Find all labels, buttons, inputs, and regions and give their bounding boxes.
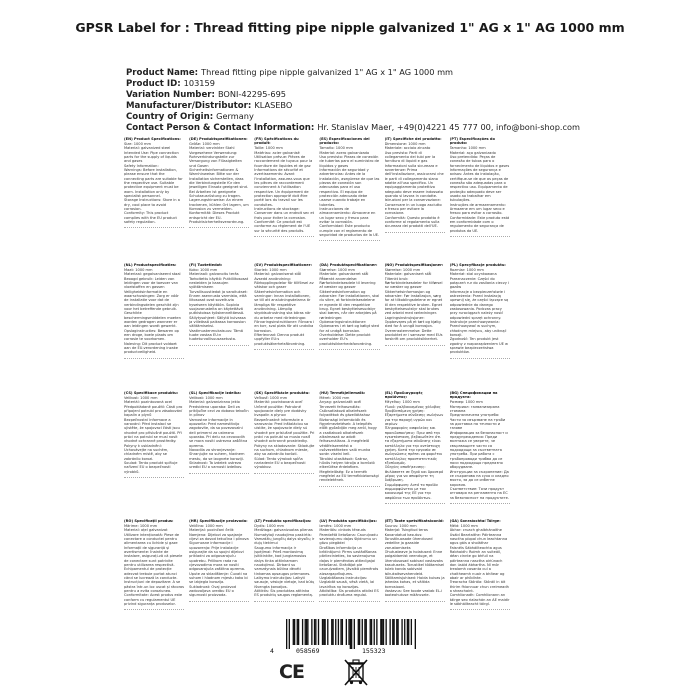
spec-line: Biztonsági információk és figyelmeztetések: A telepítés előtt győződjön meg arról, hogy a csatlakozó alkatrészek alkalmasak az adott felhasználásra. A megfelelő védőfelszerelést a csővezetékeken való munka során viselni kell.	[319, 417, 379, 457]
spec-line: Comhlíonadh: Comhlíonann an táirge seo rialachán an AE maidir le sábháilteacht táirgí.	[449, 593, 511, 607]
spec-line: Warnings: Before installation, please ensure that the connecting parts are suitable for the respective use. Suitable protective equipment must be worn. Installation only by specialist personnel.	[124, 167, 184, 198]
spec-line: Intended Use: Pipe connection parts for the supply of liquids and gases	[124, 150, 180, 164]
spec-line: Förvaringsinstruktioner: Förvara i en torr, sval plats för att undvika korrosion.	[254, 319, 316, 333]
barcode-right-group: 155323	[362, 647, 386, 655]
info-row-contact	[126, 122, 580, 133]
spec-section	[124, 137, 185, 263]
specifications-grid	[124, 137, 576, 667]
spec-line: Súlad: Tento výrobok spĺňa nariadenie EÚ o bezpečnosti výrobkov.	[254, 456, 307, 470]
spec-line: Tiltenkt bruk: Rørforbindelsesdeler for tilførsel av væsker og gasser	[384, 276, 444, 290]
spec-line: Pokyny k uskladnění: Uchovávejte na suchém, chladném místě, aby se zabránilo korozi.	[124, 443, 170, 461]
spec-line: Faisnéis Sábháilteachta agus Rabhaidh: Roimh an suiteáil, déan cinnte go bhfuil na páirteanna nasctha oiriúnach don úsáid ábhartha. Ní mór trealamh cosanta cuí a chaitheamh nuair a bhítear ag obair ar phíblínte.	[449, 545, 506, 580]
spec-line: Méid: 1000 mm	[449, 523, 478, 528]
barcode-bar	[332, 619, 333, 645]
spec-line: Anyag: galvanizált acél	[319, 400, 362, 405]
spec-line: Υλικό: γαλβανισμένος χάλυβας	[384, 404, 441, 409]
spec-line: Atbilstība: Šis produkts atbilst ES produktu drošuma regulai.	[319, 589, 380, 598]
spec-line: Taille: 1000 mm	[254, 146, 283, 151]
spec-section-heading: (HR) Specifikacije proizvoda:	[189, 519, 248, 523]
spec-section	[515, 519, 576, 667]
spec-line: Opbevaringsinstruktioner: Opbevares i et tørt og køligt sted for at undgå korrosion.	[319, 319, 381, 333]
spec-line: Namjena: Dijelovi za spajanje cijevi za dovod tekućina i plinova	[189, 532, 249, 541]
spec-section-heading: (LT) Produkto specifikacijos:	[254, 519, 312, 523]
spec-line: Megfelelőség: Ez a termék megfelel az EU termékbiztonsági rendeletének.	[319, 469, 380, 483]
section-divider	[319, 601, 379, 602]
section-divider	[450, 503, 510, 504]
spec-line: Velikost: 1000 mm	[124, 395, 158, 400]
info-key: Contact Person & Contact Information:	[126, 123, 315, 133]
barcode-bar	[371, 619, 372, 645]
spec-section	[124, 263, 185, 391]
spec-line: Tamanho: 1000 mm	[449, 146, 486, 151]
spec-line: Instructions de stockage: Conserver dans un endroit sec et frais pour éviter la corrosion.	[254, 207, 316, 220]
info-row-variation-number	[126, 89, 580, 100]
barcode-bar	[331, 619, 332, 645]
spec-line: Utilisation prévue: Pièces de raccordement de tuyaux pour la fourniture de liquides et de gaz	[254, 154, 314, 168]
barcode-bar	[389, 619, 390, 645]
spec-section	[515, 263, 576, 391]
info-value: Germany	[216, 111, 254, 121]
barcode-bar	[289, 619, 290, 649]
spec-line: Maat: 1000 mm	[124, 267, 153, 272]
spec-line: Material: aço galvanizado	[449, 150, 496, 155]
section-divider	[319, 349, 379, 350]
spec-line: Storlek: 1000 mm	[254, 267, 287, 272]
spec-line: Uzglabāšanas instrukcijas: Uzglabāt sausā, vēsā vietā, lai izvairītos no korozijas.	[319, 575, 376, 589]
barcode-bar	[380, 619, 381, 645]
section-divider	[189, 601, 249, 602]
spec-line: Størrelse: 1000 mm	[384, 267, 421, 272]
spec-line: Instrucțiuni de depozitare: A se păstra într-un loc uscat și răcoros pentru a evita coroziunea.	[124, 580, 186, 593]
section-divider	[385, 503, 445, 504]
spec-section	[385, 263, 446, 391]
info-value: Thread fitting pipe nipple galvanized 1" AG x 1" AG 1000 mm	[201, 67, 454, 77]
spec-section	[124, 519, 185, 667]
spec-section-heading: (RO) Specificații produs:	[124, 519, 174, 523]
spec-line: Съответствие: Този продукт отговаря на регламента на ЕС за безопасност на продуктите.	[449, 487, 509, 500]
spec-line: Tarkoitettu käyttö: Putkiliitososat nesteiden ja kaasujen syöttämiseen	[189, 276, 250, 290]
barcode-bar	[407, 619, 408, 645]
barcode-bar	[307, 619, 308, 645]
spec-line: Conformidad: Este producto cumple con el reglamento de seguridad de productos de la UE.	[319, 224, 380, 238]
spec-line: Οδηγίες αποθήκευσης: Φυλάσσετε σε ξηρό και δροσερό μέρος για να αποφύγετε τη διάβρωση.	[384, 465, 445, 483]
spec-section-heading: (FR) Spécifications du produit:	[254, 137, 299, 146]
spec-line: Pokyny na skladovanie: Skladujte na suchom, chladnom mieste, aby sa zabránilo korózii.	[254, 443, 316, 457]
barcode-bar	[385, 619, 386, 645]
barcode-bar	[327, 619, 328, 645]
info-key: Product ID:	[126, 79, 181, 89]
barcode-bar	[350, 619, 351, 649]
spec-line: Πληροφορίες ασφαλείας και προειδοποιήσεις: Πριν από την εγκατάσταση, βεβαιωθείτε ότι τα εξαρτήματα σύνδεσης είναι κατάλληλα για την αντίστοιχη χρήση. Κατά την εργασία σε σωληνώσεις πρέπει να φοριέται κατάλληλος προστατευτικός εξοπλισμός.	[384, 426, 444, 465]
spec-line: Säkerhetsinformation och varningar: Innan installationen, se till att anslutningsdelarna är lämpliga för respektive användning. Lämplig skyddsutrustning ska bäras när du arbetar med rörledningar.	[254, 289, 312, 320]
spec-section	[450, 519, 511, 667]
spec-line: Información de seguridad y advertencias: Antes de la instalación, asegúrese de que las piezas de conexión son adecuadas para el uso respectivo. El equipo de protección adecuado debe usarse cuando trabaje en tuberías.	[319, 167, 381, 207]
spec-line: Matériau: acier galvanisé	[254, 150, 300, 155]
spec-line: Safety Information:	[124, 163, 159, 168]
spec-section	[254, 137, 315, 263]
spec-line: Material: galvanized steel	[124, 146, 171, 151]
barcode-bar	[366, 619, 367, 645]
info-row-manufacturer	[126, 100, 580, 111]
section-divider	[124, 609, 184, 610]
spec-line: Izmērs: 1000 mm	[319, 523, 352, 528]
spec-line: Soulad: Tento produkt splňuje nařízení EU o bezpečnosti výrobků.	[124, 461, 179, 474]
spec-line: Sukladnost: Ovaj proizvod zadovoljava uredbu EU o sigurnosti proizvoda.	[189, 584, 238, 598]
spec-line: Størrelse: 1000 mm	[319, 267, 356, 272]
spec-line: Material: oțel galvanizat	[124, 528, 168, 533]
info-key: Manufacturer/Distributor:	[126, 101, 252, 111]
barcode-bar	[359, 619, 360, 645]
spec-line: Méret: 1000 mm	[319, 395, 350, 400]
barcode-lead-digit: 4	[270, 647, 274, 655]
spec-line: Atitiktis: Šis produktas atitinka ES produktų saugos reglamentą.	[254, 589, 314, 598]
spec-section-heading: (HU) Termékjellemzők:	[319, 391, 366, 395]
spec-line: Sikkerhedsinformation og advarsler: Før installationen, skal du sikre, at forbindelsesdelene er egnede til den respektive brug. Egnet beskyttelsesudstyr skal bæres, når der arbejdes på rørledninger.	[319, 289, 381, 320]
spec-line: Navodila za shranjevanje: Shranjujte na suhem, hladnem mestu, da se izognete koroziji.	[189, 447, 246, 461]
spec-line: Lagringsinstruksjoner: Oppbevares på et tørt og kjølig sted for å unngå korrosjon.	[384, 315, 442, 329]
section-divider	[385, 601, 445, 602]
spec-section	[319, 391, 380, 519]
spec-line: Size: 1000 mm	[124, 141, 152, 146]
spec-line: Beoogd gebruik: Leiden van leidingen voor de toevoer van vloeistoffen en gassen	[124, 276, 180, 290]
spec-line: Conformité: Ce produit est conforme au règlement de l'UE sur la sécurité des produits.	[254, 220, 312, 233]
spec-line: Instrucciones de almacenamiento: Almacene en un lugar seco y fresco para evitar la corrosión.	[319, 207, 377, 225]
barcode-bar	[408, 619, 409, 645]
spec-section	[254, 391, 315, 519]
spec-line: Medžiaga: galvanizuotas plienas	[254, 528, 313, 533]
barcode-bar	[392, 619, 393, 645]
spec-line: Turvallisuustiedot ja varoitukset: Ennen asennusta varmista, että liitososat ovat soveltuvia kyseiseen käyttöön. Sopivia suojavarusteita on käytettävä putkistoissa työskenneltäessä.	[189, 289, 249, 316]
spec-line: Veiligheidsinformatie en waarschuwingen: Zorg er vóór de installatie voor dat de verbindingsdelen geschikt zijn voor het betreffende gebruik. Geschikte beschermingsmiddelen moeten worden gedragen wanneer er aan leidingen wordt gewerkt.	[124, 289, 183, 329]
spec-section-heading: (DE) Produktspezifikationen:	[189, 137, 248, 141]
barcode-bar	[297, 619, 298, 645]
barcode-bar	[302, 619, 303, 645]
spec-line: Materiāls: cinkots tērauds	[319, 528, 366, 533]
spec-line: Avsedd användning: Rörkopplingsdelar för tillförsel av vätskor och gaser	[254, 276, 315, 290]
spec-line: Conformity: This product complies with the EU product safety regulation.	[124, 211, 179, 225]
spec-line: Vastavus: See toode vastab EL-i tooteohutuse määrusele.	[384, 589, 444, 598]
spec-line: Информация за безопасност и предупреждения: Преди монтажа се уверете, че свързващите части са подходящи за съответната употреба. При работа с тръбопроводи трябва да се носи подходящо предпазно оборудване.	[449, 430, 509, 470]
barcode-bar	[358, 619, 359, 645]
spec-line: Informações de segurança e avisos: Antes da instalação, certifique-se de que as peças de conexão são adequadas para o respectivo uso. Equipamento de proteção adequado deve ser usado ao trabalhar em tubulações.	[449, 167, 510, 203]
section-divider	[254, 601, 314, 602]
spec-section-heading: (ET) Toote spetsifikatsioonid:	[384, 519, 444, 523]
section-divider	[189, 473, 249, 474]
info-key: Variation Number:	[126, 90, 215, 100]
spec-line: Bezpečnostné informácie a varovania: Pred inštaláciou sa uistite, že spojovacie diely sú vhodné pre príslušné použitie. Pri práci na potrubí sa musia nosiť vhodné ochranné prostriedky.	[254, 417, 316, 444]
info-key: Product Name:	[126, 68, 199, 78]
spec-line: Инструкции за съхранение: Да се съхранява на сухо и хладно място, за да се избегне корозия.	[449, 469, 511, 487]
spec-line: Säilitamisjuhised: Hoida kuivas ja jahedas kohas, et vältida korrosiooni.	[384, 575, 446, 589]
barcode-bar	[342, 619, 343, 645]
spec-line: Storage Instructions: Store in a dry, cool place to avoid corrosion.	[124, 198, 182, 211]
spec-line: Uso previsto: Parti di collegamento dei tubi per la fornitura di liquidi e gas	[384, 150, 437, 164]
spec-line: Veľkosť: 1000 mm	[254, 395, 288, 400]
spec-line: Conformitate: Acest produs este conform cu regulamentul UE privind siguranța produselor.	[124, 593, 184, 607]
barcode-bar	[393, 619, 394, 645]
barcode-bar	[286, 619, 287, 649]
spec-section	[254, 263, 315, 391]
spec-line: Tárolási utasítások: Száraz, hűvös helyen tárolja a korrózió elkerülése érdekében.	[319, 456, 376, 470]
barcode-bar	[318, 619, 319, 645]
barcode-bar	[305, 619, 306, 645]
spec-line: Conformità: Questo prodotto è conforme al regolamento sulla sicurezza dei prodotti dell'UE.	[384, 215, 441, 229]
spec-line: Overensstemmelse: Dette produktet er i samsvar med EUs forskrift om produktsikkerhet.	[384, 328, 444, 342]
spec-line: Påtænkt anvendelse: Rørforbindelsesdele til levering af væsker og gasser	[319, 276, 377, 290]
info-row-product-name	[126, 67, 580, 78]
spec-line: Dydis: 1000 mm	[254, 523, 284, 528]
spec-line: Materjal: Tsingitud teras	[384, 528, 428, 533]
spec-line: Efterlevnad: Denna produkt uppfyller EU:s produktsäkerhetsförordning.	[254, 333, 306, 346]
spec-line: Informacje o bezpieczeństwie i ostrzeżenia: Przed instalacją upewnij się, że części łączące są odpowiednie do danego zastosowania. Podczas pracy przy rurociągach należy nosić odpowiedni sprzęt ochronny.	[449, 289, 510, 320]
spec-line: Materiale: acciaio zincato	[384, 146, 431, 151]
barcode-bar	[364, 619, 365, 645]
spec-line: Kavandatud kasutus: Torustikuosade ühendused vedelike ja gaaside varustamiseks	[384, 532, 434, 550]
spec-line: Utilizare intenționată: Piese de conectare a conductei pentru alimentarea cu lichide și gaze	[124, 532, 181, 546]
section-divider	[254, 236, 314, 237]
barcode-bar	[314, 619, 315, 645]
spec-section	[385, 391, 446, 519]
spec-section	[450, 137, 511, 263]
spec-section	[124, 391, 185, 519]
spec-section	[189, 519, 250, 667]
barcode-bar	[323, 619, 324, 645]
section-divider	[189, 345, 249, 346]
spec-line: Drošības informācija un brīdinājumi: Pirms uzstādīšanas pārliecinieties, ka savienojuma daļas ir piemērotas attiecīgajai lietošanai. Strādājot pie cauruļvadiem, jāvalkā piemērots aizsargaprīkojums.	[319, 545, 380, 576]
spec-section	[189, 137, 250, 263]
barcode-bar	[376, 619, 377, 645]
barcode-bar	[396, 619, 397, 645]
spec-line: Uso previsto: Piezas de conexión de tuberías para el suministro de líquidos y gases	[319, 154, 381, 168]
spec-line: Lagerungshinweise: An einem trockenen, kühlen Ort lagern, um Korrosion zu vermeiden.	[189, 198, 250, 211]
spec-line: Informazioni sulla sicurezza e avvertenze: Prima dell'installazione, assicurarsi che le parti di collegamento siano adatte all'uso specifico. Un equipaggiamento protettivo adeguato deve essere indossato quando si lavora in condotte.	[384, 163, 445, 198]
spec-section-heading: (PT) Especificações do produto:	[449, 137, 495, 146]
spec-line: Przeznaczenie: Części do połączeń rur do zasilania cieczy i gazów	[449, 276, 511, 290]
barcode-bar	[293, 619, 294, 645]
spec-section	[319, 137, 380, 263]
spec-section	[189, 391, 250, 519]
barcode-bar	[411, 619, 412, 645]
spec-section-heading: (SL) Specifikacije izdelka:	[189, 391, 242, 395]
spec-section-heading: (LV) Produkta specifikācijas:	[319, 519, 377, 523]
ce-mark-icon: CE	[279, 661, 304, 683]
spec-line: Instruções de armazenamento: Armazene em um lugar seco e fresco para evitar a corrosão.	[449, 202, 507, 216]
spec-line: Koko: 1000 mm	[189, 267, 218, 272]
barcode-bar	[348, 619, 349, 645]
spec-section-heading: (NO) Produktspesifikasjoner:	[384, 263, 444, 267]
spec-line: Материал: галванизирана стомана	[449, 404, 501, 413]
spec-section	[385, 137, 446, 263]
spec-line: Dimensione: 1000 mm	[384, 141, 426, 146]
spec-section	[450, 391, 511, 519]
info-row-country	[126, 111, 580, 122]
barcode-bar	[338, 619, 339, 645]
spec-line: Material: verzinkter Stahl	[189, 146, 235, 151]
section-divider	[319, 240, 379, 241]
spec-line: Conformidade: Este produto está em conformidade com o regulamento de segurança de produtos da UE.	[449, 215, 511, 233]
spec-line: Sikkerhetsinformasjon og advarsler: Før installasjon, sørg for at tilkoblingsdelene er egnet til den respektive bruken. Egnet beskyttelsesutstyr skal brukes ved arbeid med rørledninger.	[384, 289, 444, 316]
barcode-bars	[286, 619, 416, 649]
spec-line: Προβλεπόμενη χρήση: Εξαρτήματα σύνδεσης σωλήνων για την παροχή υγρών και αερίων	[384, 408, 445, 426]
spec-line: Συμμόρφωση: Αυτό το προϊόν συμμορφώνεται με τον κανονισμό της ΕΕ για την ασφάλεια των προϊόντων.	[384, 482, 440, 500]
spec-line: Vaatimustenmukaisuus: Tämä tuote vastaa EU:n tuoteturvallisuusasetusta.	[189, 328, 245, 342]
spec-line: Предназначена употреба: Части за свързване на тръби за доставка на течности и газове	[449, 413, 507, 431]
spec-section-heading: (SV) Produktspecifikationer:	[254, 263, 312, 267]
spec-line: Overholdelse: Dette produkt overholder EU's produktsikkerhedsforordning.	[319, 333, 373, 346]
spec-line: Veličina: 1000 mm	[189, 523, 223, 528]
spec-line: Materiál: pozinkovaná oceľ	[254, 400, 303, 405]
spec-line: Laikymo instrukcijos: Laikyti sausoje, vėsioje vietoje, kad būtų išvengta korozijos.	[254, 575, 316, 589]
spec-line: Materijal: pocinčani čelik	[189, 528, 234, 533]
barcode-bar	[340, 619, 341, 645]
barcode-bar	[311, 619, 312, 645]
spec-section	[515, 391, 576, 519]
barcode-bar	[324, 619, 325, 645]
barcode-bar	[322, 619, 323, 645]
barcode-bar	[294, 619, 295, 645]
ean-barcode	[270, 619, 430, 657]
barcode-bar	[306, 619, 307, 645]
spec-section-heading: (CS) Specifikace produktu:	[124, 391, 179, 395]
spec-line: Určené použitie: Potrubné spojovacie diely pre dodávky kvapalín a plynov	[254, 404, 308, 418]
barcode-bar	[401, 619, 402, 645]
spec-line: Paredzētā lietošana: Cauruļvadu savienojumu daļas šķidrumu un gāzu piegādei	[319, 532, 379, 546]
spec-line: Informații de siguranță și avertismente: Înainte de instalare, asigurați-vă că piesele de conectare sunt potrivite pentru utilizarea respectivă. Echipamentul de protecție adecvat trebuie purtat atunci când se lucrează la conducte.	[124, 545, 184, 580]
info-value: Hr. Stanislav Maer, +49(0)4221 45 777 00, info@boni-shop.com	[317, 122, 580, 132]
spec-line: Předpokládané použití: Části pro připojení potrubí pro zásobování kapalin a plynů	[124, 404, 184, 418]
spec-line: Säilytysohjeet: Säilytä kuivassa ja viileässä paikassa korroosion välttämiseksi.	[189, 315, 247, 329]
spec-section-heading: (DA) Produktspecifikationer:	[319, 263, 378, 267]
spec-line: Sicherheitsinformationen & Warnhinweise: Bitte vor der Installation sicherstellen, dass die Verbindungsteile für den jeweiligen Einsatz geeignet sind. Bei Arbeiten ist geeignete Schutzausrüstung zu tragen.	[189, 167, 250, 198]
barcode-bar	[397, 619, 398, 645]
crossed-out-bin-icon	[343, 658, 369, 686]
spec-line: Размер: 1000 mm	[449, 400, 483, 405]
section-divider	[385, 232, 445, 233]
barcode-bar	[404, 619, 405, 645]
spec-line: Upute za skladištenje: Čuvati na suhom i hladnom mjestu kako bi se izbjegla korozija.	[189, 571, 249, 585]
spec-line: Bezpečnostní informace a varování: Před instalací se ujistěte, že spojovací části jsou vhodné pro příslušné použití. Při práci na potrubí se musí nosit vhodné ochranné prostředky.	[124, 417, 184, 444]
section-divider	[124, 477, 184, 478]
spec-section	[189, 263, 250, 391]
spec-line: Suurus: 1000 mm	[384, 523, 417, 528]
spec-section	[450, 263, 511, 391]
section-divider	[124, 227, 184, 228]
spec-section-heading: (SK) Špecifikácie produktu:	[254, 391, 310, 395]
spec-section-heading: (BG) Спецификации на продукта:	[449, 391, 498, 400]
info-row-product-id	[126, 78, 580, 89]
spec-line: Material: acero galvanizado	[319, 150, 370, 155]
section-divider	[254, 473, 314, 474]
spec-line: Materiál: pozinkovaná ocel	[124, 400, 173, 405]
barcode-bar	[335, 619, 336, 645]
barcode-bar	[346, 619, 347, 645]
info-key: Country of Origin:	[126, 112, 214, 122]
spec-line: Materiale: galvanisert stål	[384, 272, 432, 277]
section-divider	[450, 358, 510, 359]
section-divider	[319, 486, 379, 487]
spec-line: Varnostne informacije in opozorila: Pred namestitvijo zagotovite, da so povezovalni deli primerni za ustrezno uporabo. Pri delu na cevovodih se mora nositi ustrezna zaščitna oprema.	[189, 417, 249, 448]
section-divider	[385, 345, 445, 346]
spec-line: Materiał: stal ocynkowana	[449, 272, 497, 277]
spec-line: Istruzioni per la conservazione: Conservare in un luogo asciutto e fresco per evitare la corrosione.	[384, 198, 443, 216]
spec-section	[319, 263, 380, 391]
section-divider	[450, 609, 510, 610]
section-divider	[124, 358, 184, 359]
spec-line: Tervezett felhasználás: Csőcsatlakozó alkatrészek folyadékok és gázellátáshoz	[319, 404, 370, 418]
spec-line: Uso pretendido: Peças de conexão de tubos para o fornecimento de líquidos e gases	[449, 154, 510, 168]
spec-line: Rozmiar: 1000 mm	[449, 267, 484, 272]
spec-line: Sigurnosne informacije i upozorenja: Prije instalacije osigurajte da su spojni dijelovi prikladni za odgovarajuću upotrebu. Prilikom rada na cjevovodima mora se nositi odgovarajuća zaštitna oprema.	[189, 541, 246, 572]
spec-line: Konformität: Dieses Produkt entspricht der EU-Produktsicherheitsverordnung.	[189, 211, 245, 225]
spec-line: Vorgesehene Verwendung: Rohrverbindungsteile zur Versorgung von Flüssigkeiten und Gasen	[189, 150, 244, 168]
spec-line: Numatytoji naudojimo paskirtis: Vamzdžių jungčių dalys skysčių ir dujų tiekimui	[254, 532, 316, 546]
barcode-bar	[382, 619, 383, 645]
spec-section-heading: (ES) Especificaciones del producto:	[319, 137, 370, 146]
spec-line: Tamaño: 1000 mm	[319, 146, 354, 151]
spec-line: Ábhar: cruach ghalbhánaithe	[449, 528, 502, 533]
spec-line: Saugumo informacija ir įspėjimai: Prieš montavimą įsitikinkite, kad jungiamosios dalys tinka atitinkamam naudojimui. Dirbant su vamzdynais būtina dėvėti tinkamas apsaugos priemones.	[254, 545, 311, 576]
section-divider	[450, 236, 510, 237]
spec-line: Velikost: 1000 mm	[189, 395, 223, 400]
spec-line: Materiaal: gegalvaniseerd staal	[124, 272, 181, 277]
section-divider	[189, 227, 249, 228]
spec-line: Μέγεθος: 1000 mm	[384, 400, 420, 405]
spec-line: Instrukcje przechowywania: Przechowywać w suchym, chłodnym miejscu, aby uniknąć korozji.	[449, 319, 508, 337]
spec-line: Material: galvanizirano jeklo	[189, 400, 240, 405]
spec-line: Materiaali: galvanoitu teräs	[189, 272, 239, 277]
barcode-bar	[415, 619, 416, 649]
spec-line: Naleving: Dit product voldoet aan de EU-verordening inzake productveiligheid.	[124, 341, 180, 355]
spec-section-heading: (FI) Tuotetiedot:	[189, 263, 223, 267]
barcode-bar	[362, 619, 363, 645]
barcode-bar	[383, 619, 384, 645]
spec-line: Mărime: 1000 mm	[124, 523, 158, 528]
spec-section-heading: (IT) Specifiche del prodotto:	[384, 137, 442, 141]
spec-line: Informations de sécurité et avertissements: Avant l'installation, assurez-vous que les pièces de raccordement conviennent à l'utilisation respective. Un équipement de protection approprié doit être porté lors du travail sur les conduites.	[254, 167, 311, 207]
spec-section-heading: (EN) Product Specifications:	[124, 137, 181, 141]
barcode-bar	[370, 619, 371, 645]
page-title: GPSR Label for : Thread fitting pipe nipple galvanized 1" AG x 1" AG 1000 mm	[75, 20, 625, 35]
spec-line: Material: galvaniserat stål	[254, 272, 302, 277]
spec-section-heading: (PL) Specyfikacje produktu:	[449, 263, 506, 267]
barcode-bar	[374, 619, 375, 645]
barcode-bar	[298, 619, 299, 645]
spec-line: Predvidena uporaba: Deli za priključke cevi za dobavo tekočin in plinov	[189, 404, 250, 418]
spec-section-heading: (EL) Προδιαγραφές προϊόντος:	[384, 391, 423, 400]
product-info-block	[126, 67, 580, 133]
spec-section-heading: (GA) Sonraíochtaí Táirge:	[449, 519, 501, 523]
spec-line: Opslaginstructies: Bewaren op een droge, koele plaats om corrosie te voorkomen.	[124, 328, 181, 342]
spec-line: Úsáid Beartaithe: Páirteanna nasctha píopaí chun leachtanna agus gáis a sholáthar	[449, 532, 509, 546]
info-value: 103159	[183, 78, 215, 88]
section-divider	[254, 349, 314, 350]
barcode-bar	[351, 619, 352, 649]
barcode-left-group: 058569	[296, 647, 320, 655]
spec-line: Größe: 1000 mm	[189, 141, 220, 146]
spec-line: Zgodność: Ten produkt jest zgodny z rozporządzeniem UE w sprawie bezpieczeństwa produktów.	[449, 337, 510, 355]
spec-line: Treoracha Stórála: Stóráil in áit thirim fhionnuar chun creimeadh a sheachaint.	[449, 580, 511, 593]
spec-line: Ohutusteave ja hoiatused: Enne paigaldamist veenduge, et ühendusosad sobivad vastavaks kasutuseks. Torustikel töötamisel tuleb kanda sobivaid isikukaitsevahendeid.	[384, 549, 446, 576]
spec-line: Skladnost: Ta izdelek ustreza uredbi EU o varnosti izdelkov.	[189, 461, 243, 470]
barcode-bar	[315, 619, 316, 645]
spec-section	[515, 137, 576, 263]
info-value: KLASEBO	[254, 100, 293, 110]
info-value: BONI-42295-695	[217, 89, 286, 99]
spec-line: Materiale: galvaniseret stål	[319, 272, 369, 277]
barcode-bar	[354, 619, 355, 649]
spec-section-heading: (NL) Productspecificaties:	[124, 263, 177, 267]
